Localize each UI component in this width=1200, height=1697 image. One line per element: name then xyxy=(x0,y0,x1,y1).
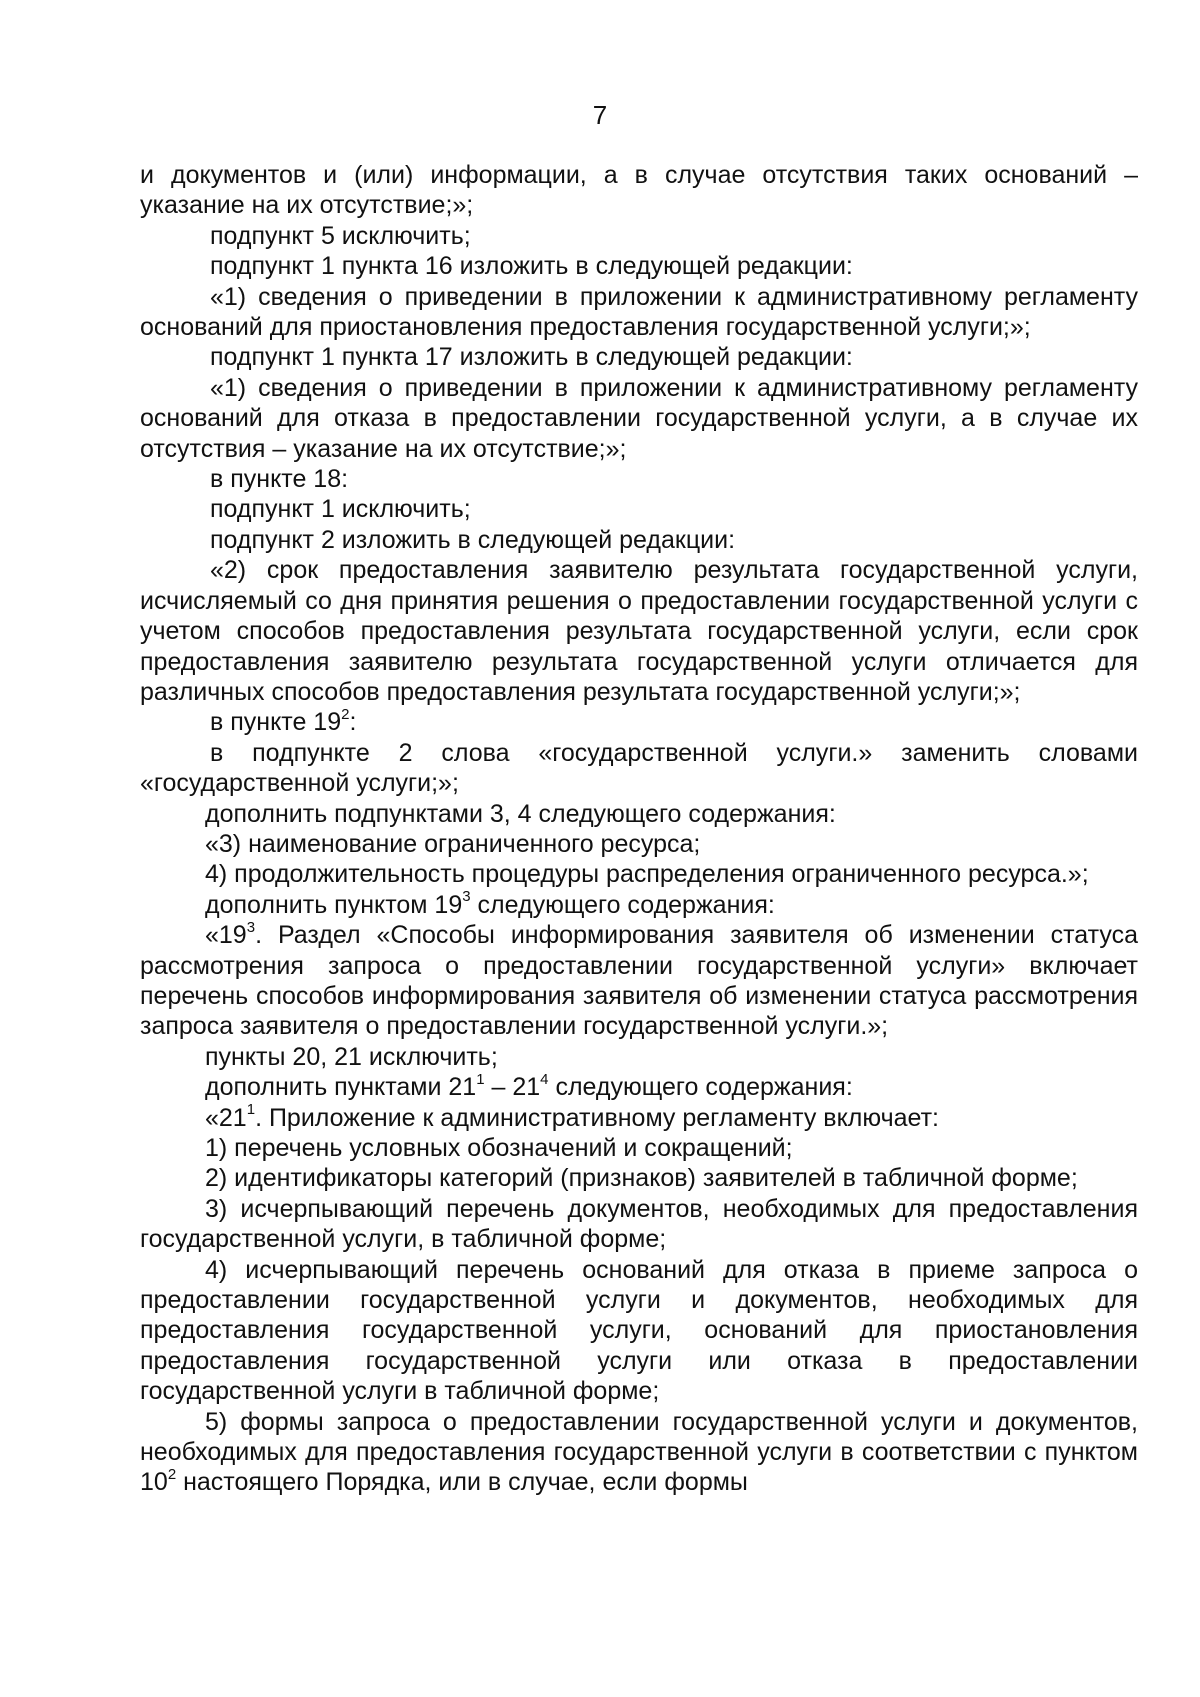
document-body xyxy=(140,160,1138,1498)
paragraph xyxy=(140,1072,1138,1102)
paragraph-continuation: и документов и (или) информации, а в случае отсутствия таких оснований – указание на их отсутствие;»; xyxy=(140,161,1138,220)
text-segment: дополнить пунктом 19 xyxy=(205,890,463,919)
text-segment: настоящего Порядка, или в случае, если формы xyxy=(176,1468,748,1497)
text-segment: следующего содержания: xyxy=(470,890,775,919)
text-segment: 5) формы запроса о предоставлении государственной услуги и документов, необходимых для предоставления государственной услуги в соответствии с пунктом 10 xyxy=(140,1407,1138,1497)
page-number: 7 xyxy=(592,100,608,130)
paragraph xyxy=(140,707,1138,737)
paragraph xyxy=(140,890,1138,920)
paragraph: «3) наименование ограниченного ресурса; xyxy=(205,829,701,858)
paragraph: «1) сведения о приведении в приложении к административному регламенту оснований для отказа в предоставлении государственной услуги, а в случае их отсутствия – указание на их отсутствие;»; xyxy=(140,373,1138,463)
paragraph: подпункт 1 исключить; xyxy=(210,495,471,524)
text-segment: «21 xyxy=(205,1103,247,1132)
text-segment: . Приложение к административному регламенту включает: xyxy=(255,1103,939,1132)
paragraph: в пункте 18: xyxy=(210,465,349,494)
text-segment: : xyxy=(349,708,357,737)
paragraph: подпункт 1 пункта 17 изложить в следующей редакции: xyxy=(210,343,853,372)
superscript: 3 xyxy=(462,888,471,906)
superscript: 1 xyxy=(476,1070,485,1088)
superscript: 1 xyxy=(246,1101,256,1119)
paragraph: 2) идентификаторы категорий (признаков) заявителей в табличной форме; xyxy=(205,1164,1078,1193)
paragraph: «2) срок предоставления заявителю результата государственной услуги, исчисляемый со дня принятия решения о предоставлении государственной услуги с учетом способов предоставления результата государственной услуги, если срок предоставления заявителю результата государственной услуги отличается для различных способов предоставления результата государственной услуги;»; xyxy=(140,556,1138,706)
text-segment: следующего содержания: xyxy=(548,1073,853,1102)
text-segment: . Раздел «Способы информирования заявителя об изменении статуса рассмотрения запроса о предоставлении государственной услуги» включает перечень способов информирования заявителя об изменении статуса рассмотрения запроса заявителя о предоставлении государственной услуги.»; xyxy=(140,921,1138,1041)
paragraph: дополнить подпунктами 3, 4 следующего содержания: xyxy=(205,799,836,828)
paragraph: 4) исчерпывающий перечень оснований для отказа в приеме запроса о предоставлении государственной услуги и документов, необходимых для предоставления государственной услуги, оснований для приостановления предоставления государственной услуги или отказа в предоставлении государственной услуги в табличной форме; xyxy=(140,1255,1138,1406)
paragraph: в подпункте 2 слова «государственной услуги.» заменить словами «государственной услуги;»; xyxy=(140,738,1138,798)
paragraph xyxy=(140,1103,1138,1133)
paragraph xyxy=(140,1407,1138,1498)
paragraph: 3) исчерпывающий перечень документов, необходимых для предоставления государственной услуги, в табличной форме; xyxy=(140,1194,1138,1254)
superscript: 4 xyxy=(540,1070,549,1088)
paragraph: пункты 20, 21 исключить; xyxy=(205,1042,498,1071)
text-segment: – 21 xyxy=(484,1073,541,1102)
paragraph: подпункт 2 изложить в следующей редакции: xyxy=(210,525,736,554)
superscript: 2 xyxy=(167,1466,177,1484)
text-segment: дополнить пунктами 21 xyxy=(205,1073,477,1102)
paragraph: подпункт 1 пункта 16 изложить в следующей редакции: xyxy=(210,252,853,281)
text-segment: в пункте 19 xyxy=(210,708,342,737)
paragraph: 1) перечень условных обозначений и сокращений; xyxy=(205,1134,793,1162)
text-segment: «19 xyxy=(205,921,247,950)
paragraph: «1) сведения о приведении в приложении к административному регламенту оснований для приостановления предоставления государственной услуги;»; xyxy=(140,282,1138,342)
superscript: 2 xyxy=(341,705,350,723)
paragraph: подпункт 5 исключить; xyxy=(210,221,471,250)
paragraph xyxy=(140,920,1138,1042)
superscript: 3 xyxy=(246,918,256,936)
paragraph: 4) продолжительность процедуры распределения ограниченного ресурса.»; xyxy=(205,860,1089,889)
